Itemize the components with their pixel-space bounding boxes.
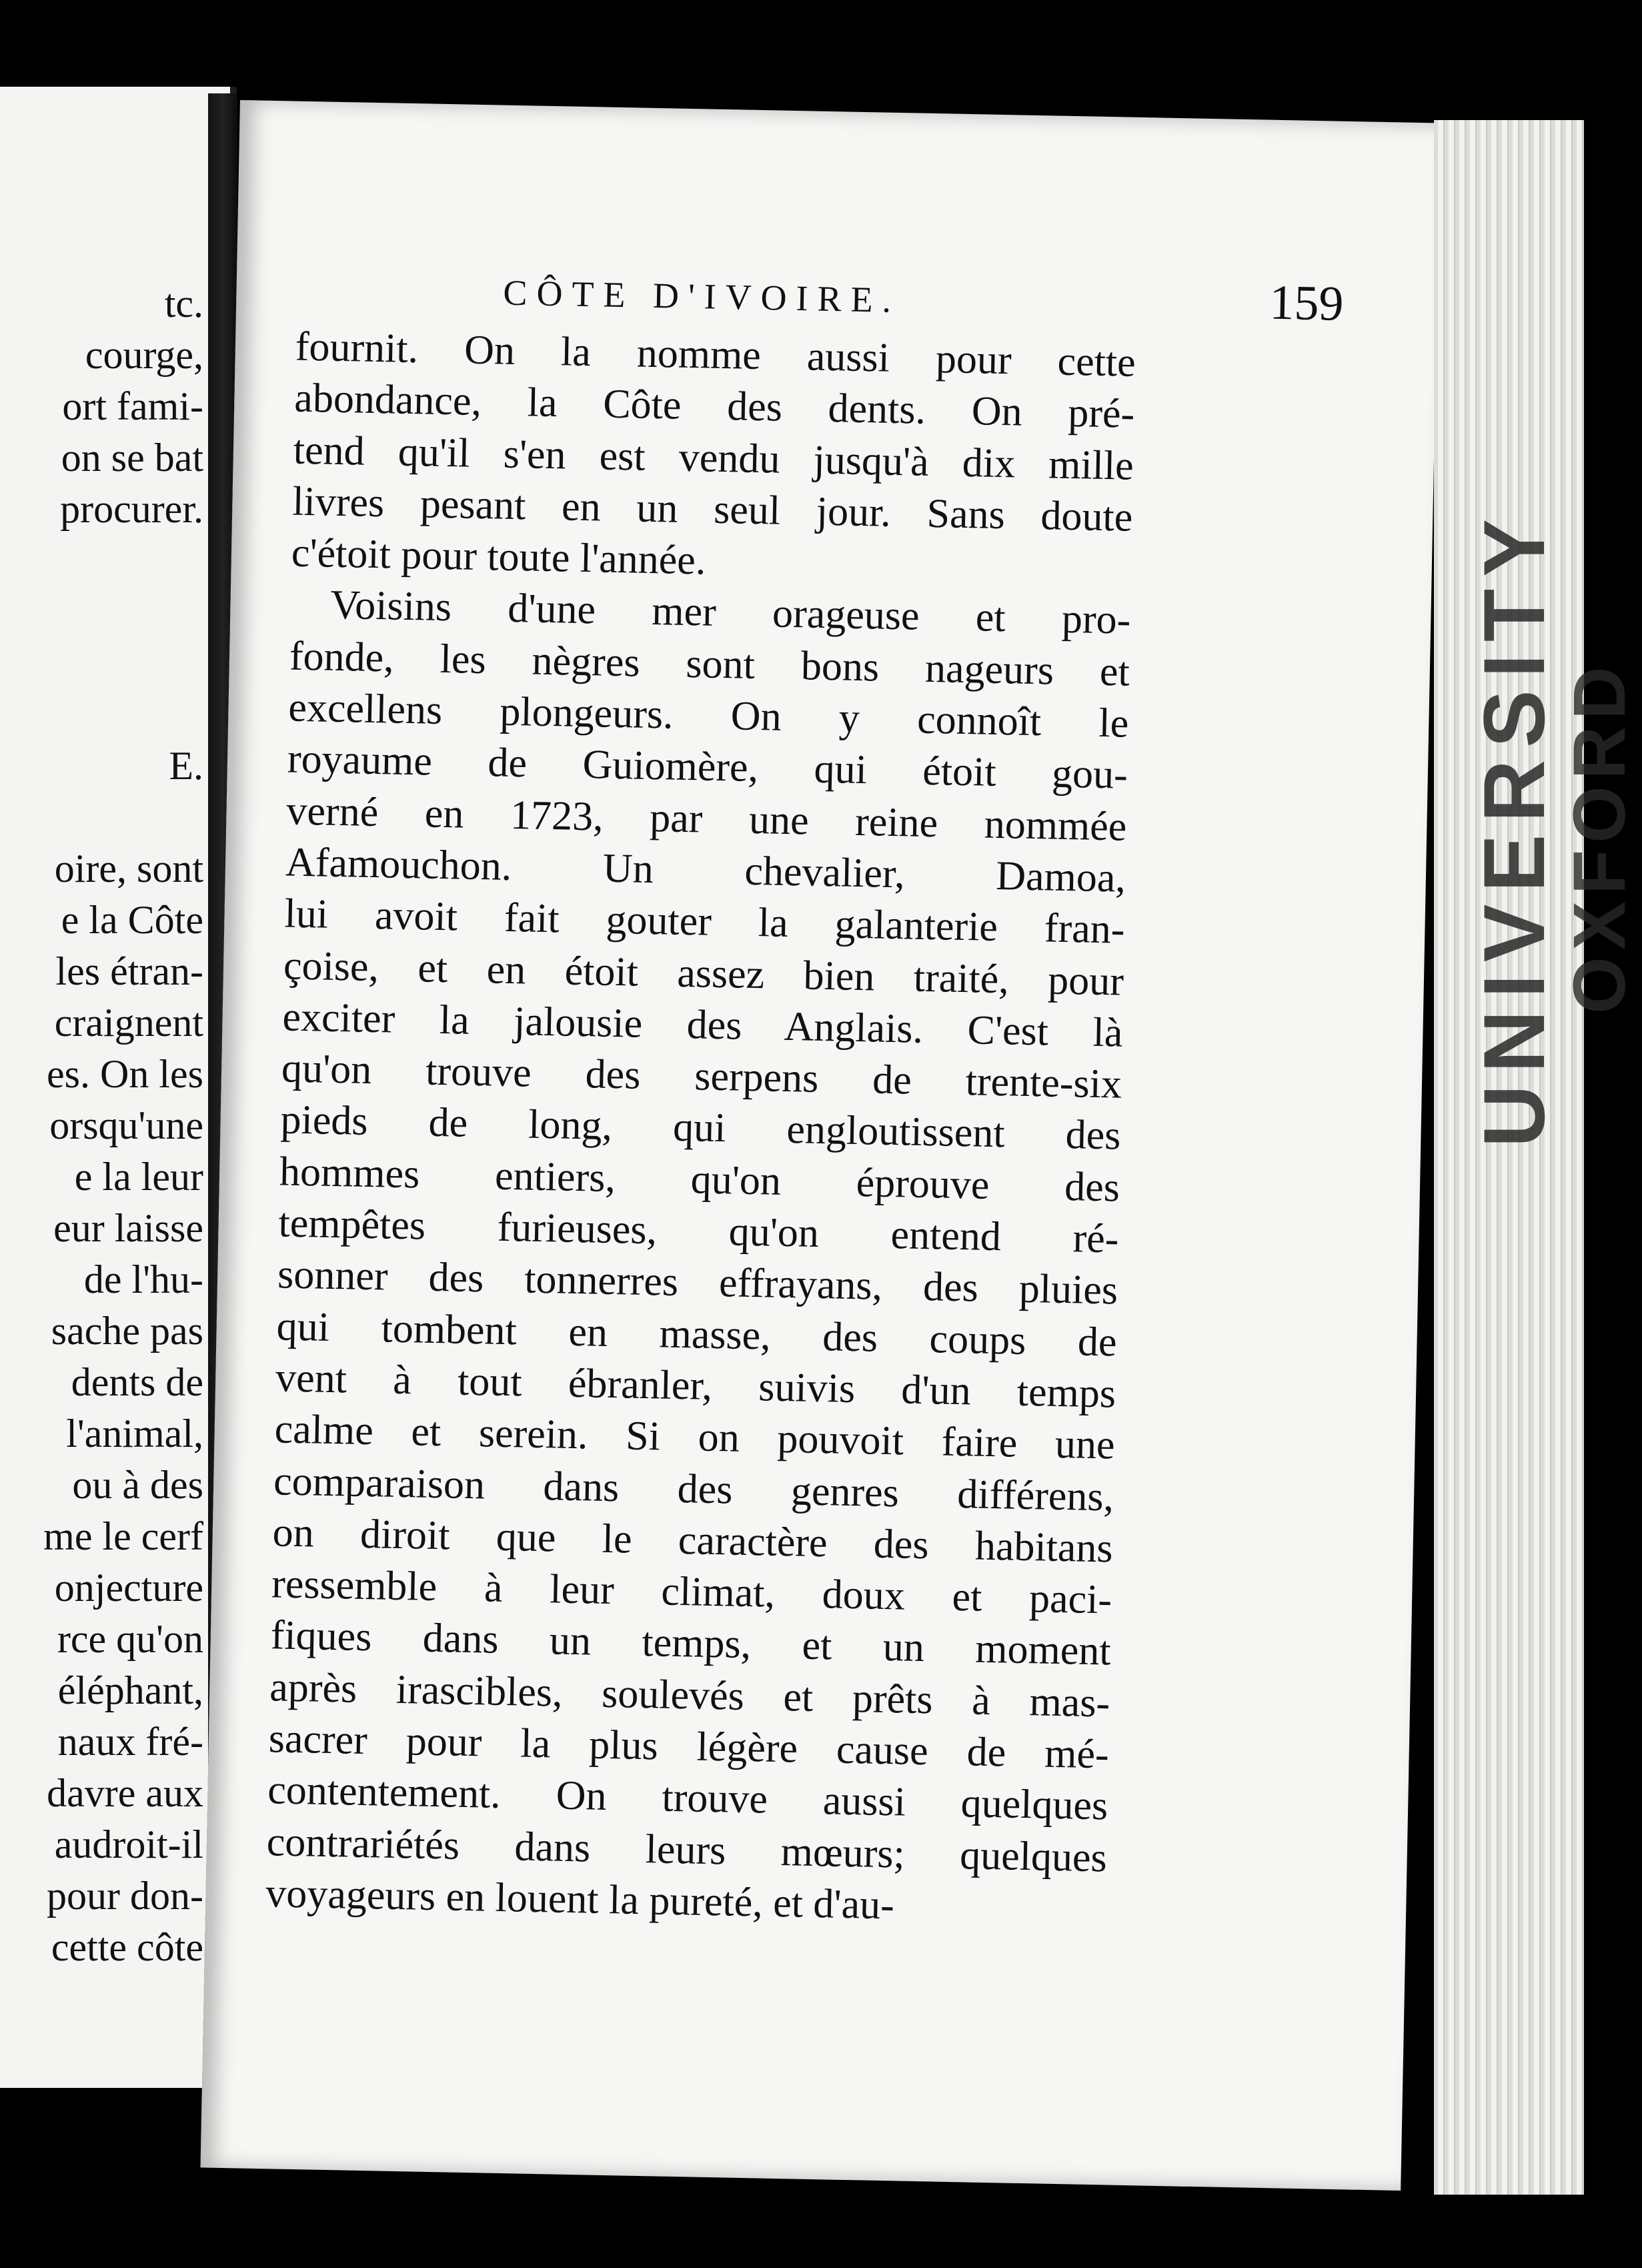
text-line: voyageurs en louent la pureté, et d'au-	[265, 1870, 895, 1928]
text-line: tempêtes furieuses, qu'on entend ré-	[278, 1200, 1120, 1262]
facing-page-line: de l'hu-	[83, 1257, 203, 1301]
text-line: fournit. On la nomme aussi pour cette	[295, 324, 1136, 386]
text-line: Afamouchon. Un chevalier, Damoa,	[285, 839, 1126, 901]
facing-page-line: procurer.	[60, 487, 203, 531]
facing-page-line: on se bat	[61, 436, 203, 480]
facing-page-line: ou à des	[72, 1463, 203, 1507]
facing-page-line: e la leur	[74, 1155, 203, 1199]
text-line: çoise, et en étoit assez bien traité, pour	[283, 943, 1124, 1005]
text-line: sacrer pour la plus légère cause de mé-	[268, 1716, 1110, 1778]
text-line: fiques dans un temps, et un moment	[270, 1612, 1112, 1674]
text-line: hommes entiers, qu'on éprouve des	[279, 1149, 1120, 1211]
facing-page-line: dents de	[71, 1360, 203, 1404]
text-line: c'étoit pour toute l'année.	[291, 530, 706, 584]
facing-page-line: E.	[169, 744, 203, 788]
facing-page-line: orsqu'une	[49, 1103, 203, 1147]
text-line: qu'on trouve des serpens de trente-six	[281, 1045, 1122, 1107]
text-line: verné en 1723, par une reine nommée	[285, 788, 1127, 850]
facing-page-line: e la Côte	[61, 898, 203, 942]
facing-page-line: éléphant,	[57, 1668, 203, 1712]
facing-page-line: naux fré-	[57, 1720, 203, 1764]
text-line: excellens plongeurs. On y connoît le	[287, 684, 1129, 746]
text-line: contentement. On trouve aussi quelques	[267, 1767, 1108, 1829]
text-line: on diroit que le caractère des habitans	[272, 1510, 1114, 1572]
text-line: abondance, la Côte des dents. On pré-	[293, 375, 1135, 438]
facing-page-line: davre aux	[47, 1771, 203, 1815]
text-line: sonner des tonnerres effrayans, des pluies	[277, 1251, 1118, 1313]
text-line: après irascibles, soulevés et prêts à mas-	[269, 1664, 1110, 1726]
facing-page-line: eur laisse	[53, 1206, 203, 1250]
facing-page-line: courge,	[85, 333, 203, 377]
facing-page-line: onjecture	[54, 1566, 203, 1610]
facing-page-line: tc.	[164, 281, 203, 326]
facing-page-line: rce qu'on	[57, 1617, 203, 1661]
text-line: calme et serein. Si on pouvoit faire une	[274, 1406, 1116, 1468]
facing-page-line: craignent	[54, 1001, 203, 1045]
text-line: comparaison dans des genres différens,	[273, 1458, 1114, 1520]
stamp-text-secondary: OXFORD	[1559, 660, 1641, 1014]
main-page	[200, 100, 1440, 2191]
text-line: tend qu'il s'en est vendu jusqu'à dix mille	[293, 427, 1134, 489]
page-number: 159	[1269, 275, 1345, 332]
facing-page-line: l'animal,	[66, 1411, 203, 1456]
facing-page-line: pour don-	[47, 1874, 203, 1918]
facing-page-line: les étran-	[55, 949, 203, 993]
body-text	[265, 322, 1136, 1936]
text-line: fonde, les nègres sont bons nageurs et	[289, 633, 1130, 695]
text-line: livres pesant en un seul jour. Sans doute	[291, 478, 1133, 540]
facing-page-line: oire, sont	[54, 846, 203, 891]
facing-page-line: me le cerf	[43, 1514, 203, 1558]
text-line: vent à tout ébranler, suivis d'un temps	[275, 1355, 1116, 1417]
facing-page-line: es. On les	[47, 1052, 203, 1096]
text-line: pieds de long, qui engloutissent des	[280, 1097, 1122, 1159]
text-line: lui avoit fait gouter la galanterie fran-	[283, 891, 1126, 953]
text-line: qui tombent en masse, des coups de	[276, 1303, 1118, 1365]
running-head: CÔTE D'IVOIRE.	[502, 272, 901, 321]
text-line: royaume de Guiomère, qui étoit gou-	[287, 736, 1128, 798]
stamp-text: UNIVERSITY	[1465, 507, 1563, 1148]
text-line: Voisins d'une mer orageuse et pro-	[329, 582, 1131, 644]
text-line: contrariétés dans leurs mœurs; quelques	[266, 1818, 1108, 1881]
facing-page-line: sache pas	[51, 1309, 203, 1353]
text-line: exciter la jalousie des Anglais. C'est là	[281, 994, 1124, 1056]
facing-page-line: cette côte	[51, 1925, 203, 1969]
facing-page-line: audroit-il	[54, 1822, 203, 1866]
facing-page-line: ort fami-	[62, 384, 203, 428]
facing-page	[0, 87, 237, 2088]
library-stamp	[1464, 507, 1641, 1641]
text-line: ressemble à leur climat, doux et paci-	[271, 1561, 1112, 1623]
